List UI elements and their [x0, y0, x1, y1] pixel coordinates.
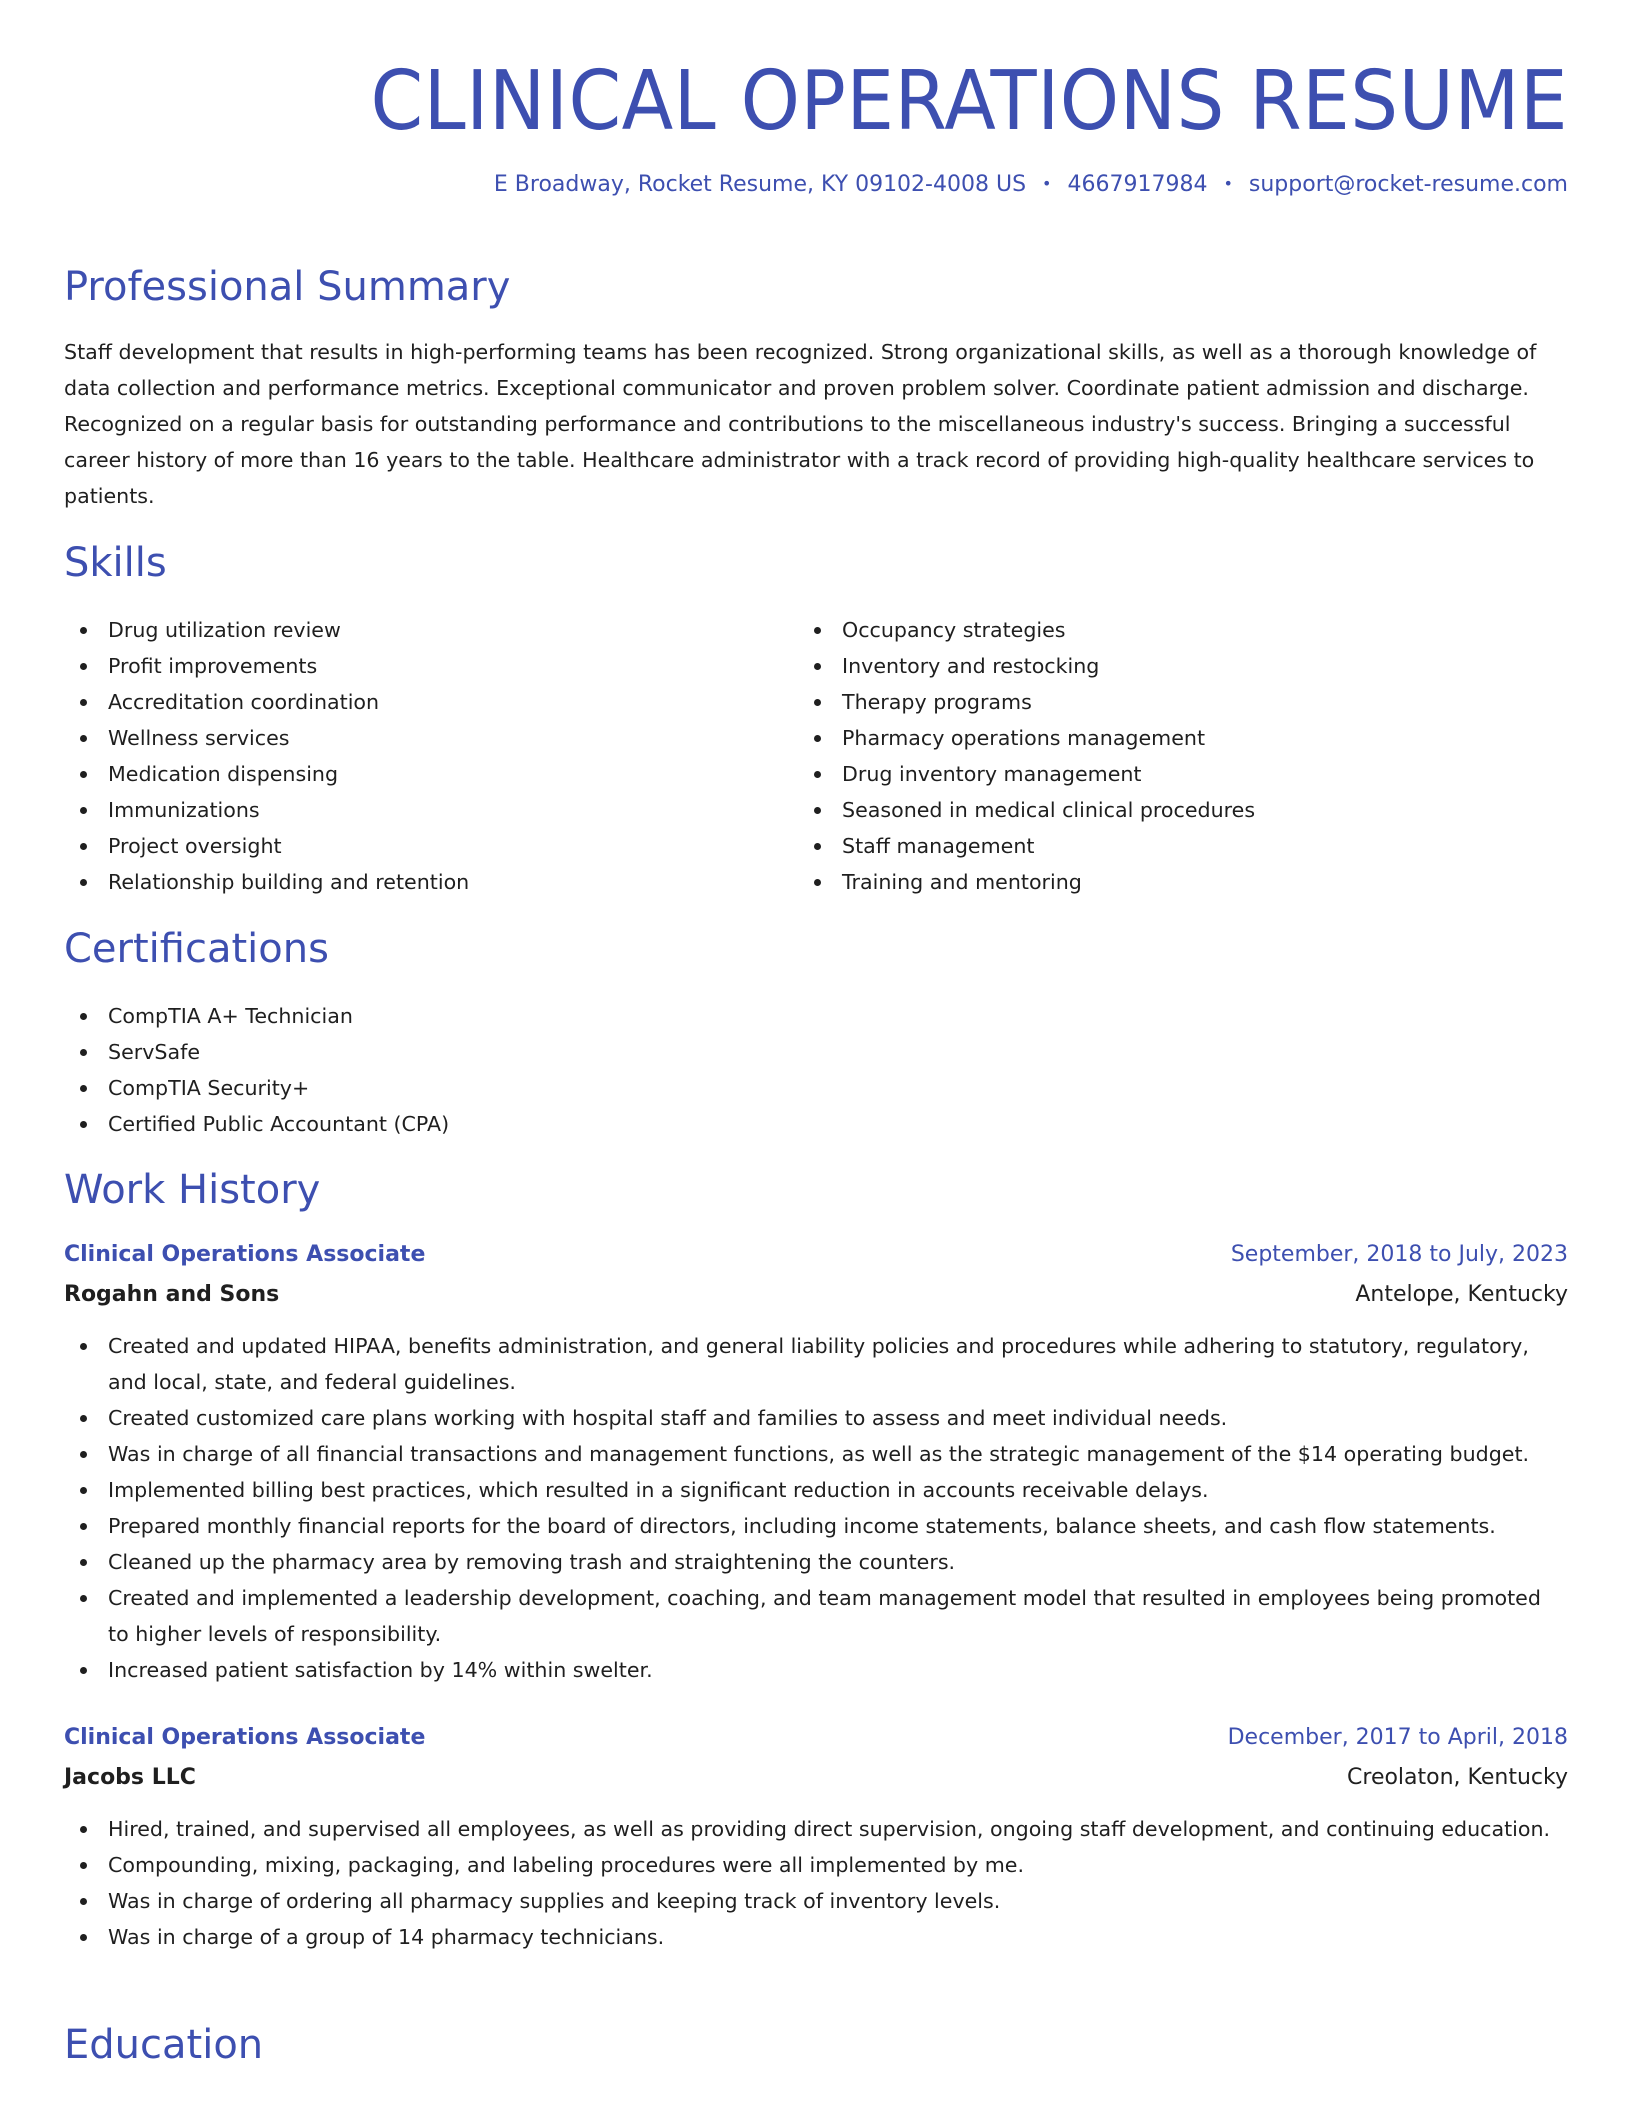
section-title-work-history: Work History — [64, 1167, 321, 1213]
list-item: Created and implemented a leadership development, coaching, and team management model that resulted in employees being promoted to higher levels of responsibility. — [64, 1580, 1568, 1652]
list-item: Accreditation coordination — [64, 684, 764, 720]
list-item: Hired, trained, and supervised all employees, as well as providing direct supervision, ongoing staff development, and continuing education. — [64, 1811, 1568, 1847]
section-title-skills: Skills — [64, 540, 167, 586]
list-item: Inventory and restocking — [798, 648, 1498, 684]
list-item: Relationship building and retention — [64, 864, 764, 900]
job-bullets — [64, 1328, 1568, 1688]
contact-separator: • — [1223, 174, 1233, 193]
list-item: Therapy programs — [798, 684, 1498, 720]
section-title-education: Education — [64, 2022, 264, 2068]
summary-text: Staff development that results in high-performing teams has been recognized. Strong organizational skills, as well as a thorough knowledge of data collection and performance metrics. Exceptional communicator and proven problem solver. Coordinate patient admission and discharge. Recognized on a regular basis for outstanding performance and contributions to the miscellaneous industry's success. Bringing a successful career history of more than 16 years to the table. Healthcare administrator with a track record of providing high-quality healthcare services to patients. — [64, 340, 1537, 508]
list-item: Medication dispensing — [64, 756, 764, 792]
job-location: Creolaton, Kentucky — [1347, 1765, 1568, 1790]
list-item: Certified Public Accountant (CPA) — [64, 1106, 764, 1142]
list-item: Drug inventory management — [798, 756, 1498, 792]
list-item: Profit improvements — [64, 648, 764, 684]
contact-separator: • — [1042, 174, 1052, 193]
list-item: Created and updated HIPAA, benefits administration, and general liability policies and procedures while adhering to statutory, regulatory, and local, state, and federal guidelines. — [64, 1328, 1568, 1400]
contact-phone: 4667917984 — [1067, 172, 1208, 197]
resume-name: CLINICAL OPERATIONS RESUME — [370, 54, 1569, 149]
list-item: Wellness services — [64, 720, 764, 756]
list-item: Was in charge of ordering all pharmacy supplies and keeping track of inventory levels. — [64, 1883, 1568, 1919]
list-item: Cleaned up the pharmacy area by removing trash and straightening the counters. — [64, 1544, 1568, 1580]
contact-address: E Broadway, Rocket Resume, KY 09102-4008 US — [493, 172, 1027, 197]
list-item: Prepared monthly financial reports for the board of directors, including income statements, balance sheets, and cash flow statements. — [64, 1508, 1568, 1544]
list-item: ServSafe — [64, 1034, 764, 1070]
skills-list-left — [64, 612, 764, 900]
job-header — [64, 1235, 1568, 1315]
certifications-list — [64, 998, 764, 1142]
list-item: Staff management — [798, 828, 1498, 864]
list-item: Compounding, mixing, packaging, and labeling procedures were all implemented by me. — [64, 1847, 1568, 1883]
list-item: Training and mentoring — [798, 864, 1498, 900]
job-header — [64, 1718, 1568, 1798]
list-item: Was in charge of all financial transactions and management functions, as well as the strategic management of the $14 operating budget. — [64, 1436, 1568, 1472]
job-company: Jacobs LLC — [64, 1765, 196, 1790]
list-item: Was in charge of a group of 14 pharmacy technicians. — [64, 1919, 1568, 1955]
list-item: Seasoned in medical clinical procedures — [798, 792, 1498, 828]
list-item: Implemented billing best practices, which resulted in a significant reduction in accounts receivable delays. — [64, 1472, 1568, 1508]
job-title: Clinical Operations Associate — [64, 1725, 426, 1750]
job-title: Clinical Operations Associate — [64, 1242, 426, 1267]
job-bullets — [64, 1811, 1568, 1955]
section-title-certifications: Certifications — [64, 926, 329, 972]
resume-header — [64, 0, 1568, 152]
section-title-summary: Professional Summary — [64, 264, 511, 310]
job-location: Antelope, Kentucky — [1355, 1282, 1568, 1307]
job-company: Rogahn and Sons — [64, 1282, 280, 1307]
list-item: Project oversight — [64, 828, 764, 864]
list-item: CompTIA Security+ — [64, 1070, 764, 1106]
list-item: Drug utilization review — [64, 612, 764, 648]
contact-line — [494, 172, 1568, 197]
list-item: CompTIA A+ Technician — [64, 998, 764, 1034]
job-dates: December, 2017 to April, 2018 — [1227, 1725, 1568, 1750]
list-item: Occupancy strategies — [798, 612, 1498, 648]
list-item: Immunizations — [64, 792, 764, 828]
job-dates: September, 2018 to July, 2023 — [1230, 1242, 1568, 1267]
list-item: Created customized care plans working with hospital staff and families to assess and meet individual needs. — [64, 1400, 1568, 1436]
skills-list-right — [798, 612, 1498, 900]
contact-email[interactable]: support@rocket-resume.com — [1248, 172, 1568, 197]
list-item: Pharmacy operations management — [798, 720, 1498, 756]
list-item: Increased patient satisfaction by 14% within swelter. — [64, 1652, 1568, 1688]
